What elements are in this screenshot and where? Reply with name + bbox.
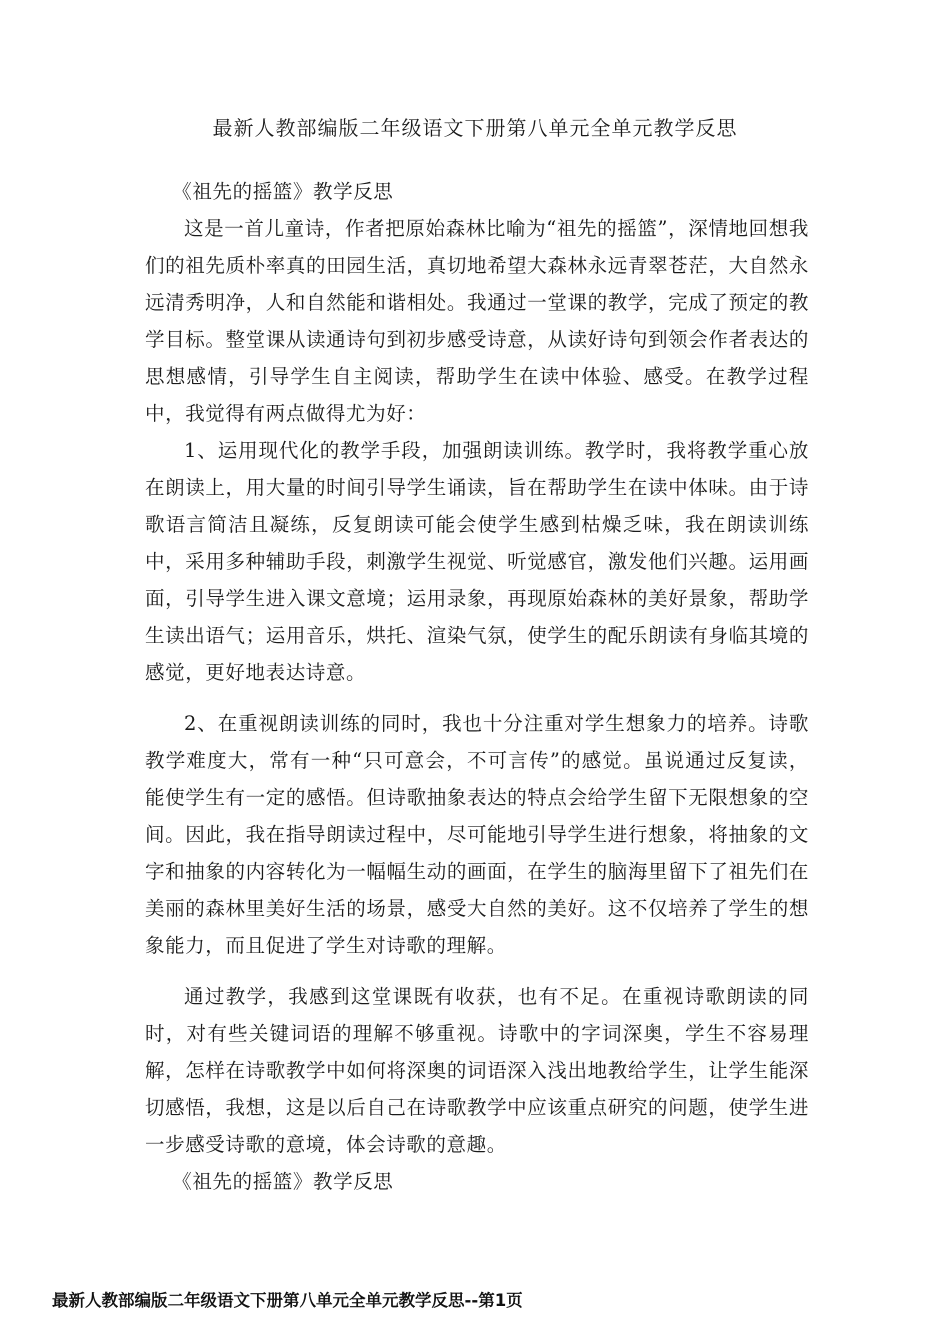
- body-paragraph-point-2: 2、在重视朗读训练的同时，我也十分注重对学生想象力的培养。诗歌教学难度大，常有一种“只可意会，不可言传”的感觉。虽说通过反复读，能使学生有一定的感悟。但诗歌抽象表达的特点会给学生留下无限想象的空间。因此，我在指导朗读过程中，尽可能地引导学生进行想象，将抽象的文字和抽象的内容转化为一幅幅生动的画面，在学生的脑海里留下了祖先们在美丽的森林里美好生活的场景，感受大自然的美好。这不仅培养了学生的想象能力，而且促进了学生对诗歌的理解。: [145, 712, 809, 957]
- section-heading-2: 《祖先的摇篮》教学反思: [172, 1170, 394, 1193]
- body-paragraph-intro: 这是一首儿童诗，作者把原始森林比喻为“祖先的摇篮”，深情地回想我们的祖先质朴率真的田园生活，真切地希望大森林永远青翠苍茫，大自然永远清秀明净，人和自然能和谐相处。我通过一堂课的教学，完成了预定的教学目标。整堂课从读通诗句到初步感受诗意，从读好诗句到领会作者表达的思想感情，引导学生自主阅读，帮助学生在读中体验、感受。在教学过程中，我觉得有两点做得尤为好：: [145, 217, 809, 425]
- body-paragraph-conclusion: 通过教学，我感到这堂课既有收获，也有不足。在重视诗歌朗读的同时，对有些关键词语的理解不够重视。诗歌中的字词深奥，学生不容易理解，怎样在诗歌教学中如何将深奥的词语深入浅出地教给学生，让学生能深切感悟，我想，这是以后自己在诗歌教学中应该重点研究的问题，使学生进一步感受诗歌的意境，体会诗歌的意趣。: [145, 985, 809, 1156]
- document-title: 最新人教部编版二年级语文下册第八单元全单元教学反思: [212, 116, 738, 140]
- page-footer: 最新人教部编版二年级语文下册第八单元全单元教学反思--第1页: [52, 1291, 523, 1310]
- body-paragraph-point-1: 1、运用现代化的教学手段，加强朗读训练。教学时，我将教学重心放在朗读上，用大量的时间引导学生诵读，旨在帮助学生在读中体味。由于诗歌语言简洁且凝练，反复朗读可能会使学生感到枯燥乏味，我在朗读训练中，采用多种辅助手段，刺激学生视觉、听觉感官，激发他们兴趣。运用画面，引导学生进入课文意境；运用录象，再现原始森林的美好景象，帮助学生读出语气；运用音乐，烘托、渲染气氛，使学生的配乐朗读有身临其境的感觉，更好地表达诗意。: [145, 439, 809, 684]
- section-heading: 《祖先的摇篮》教学反思: [172, 180, 394, 203]
- document-body: [145, 173, 809, 1200]
